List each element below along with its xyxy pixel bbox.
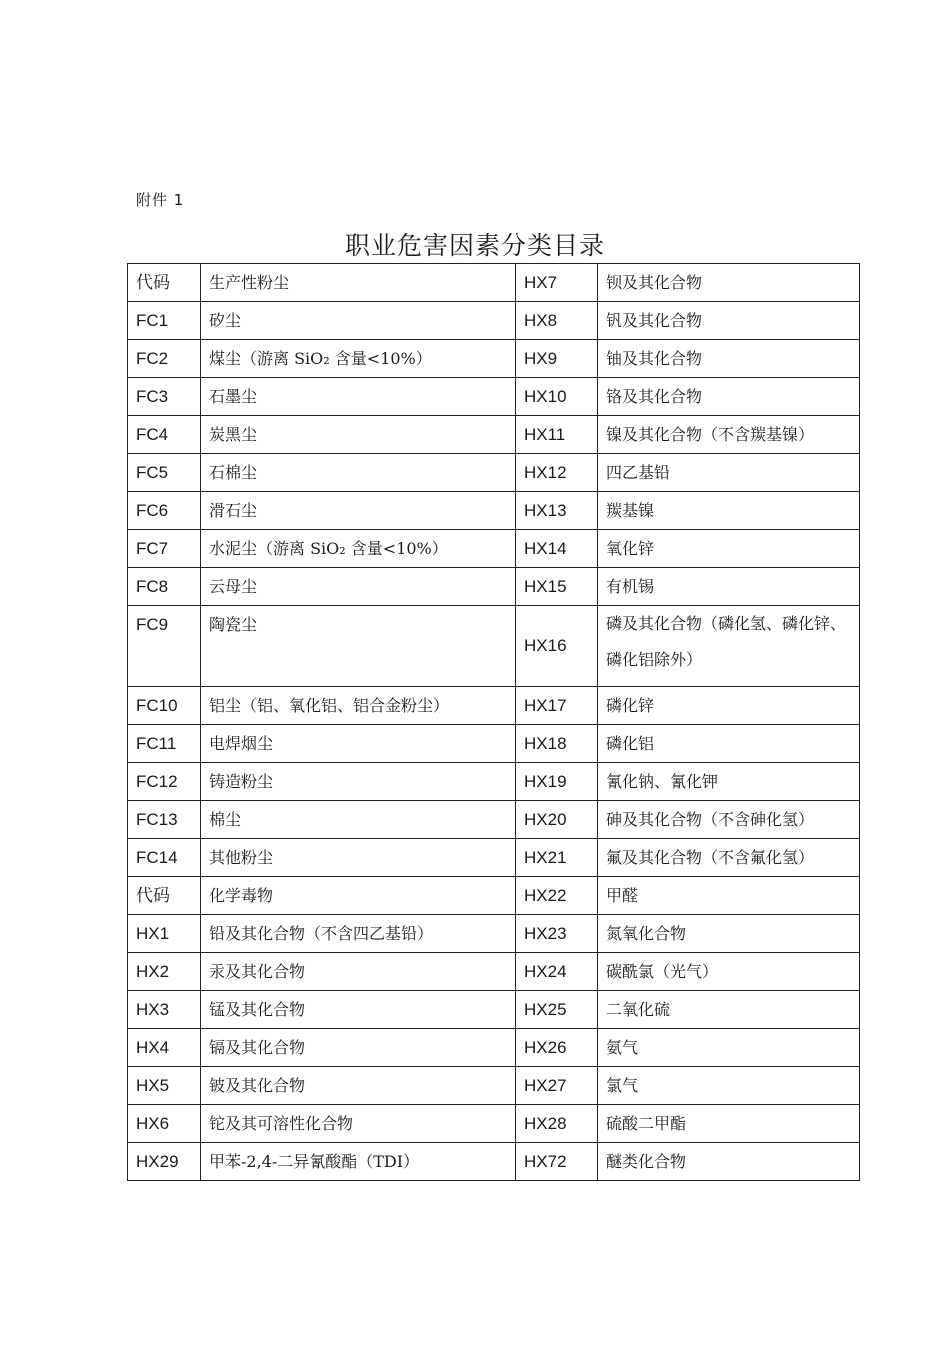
code-cell: HX21 [516,839,598,877]
name-cell: 铊及其可溶性化合物 [201,1105,516,1143]
code-cell: HX16 [516,606,598,687]
name-cell: 石墨尘 [201,378,516,416]
name-cell: 钒及其化合物 [598,302,860,340]
code-cell: HX14 [516,530,598,568]
document-title: 职业危害因素分类目录 [344,231,605,260]
code-cell: HX2 [128,953,201,991]
name-cell: 汞及其化合物 [201,953,516,991]
table-row [128,1143,860,1181]
table-row [128,915,860,953]
code-cell: FC10 [128,687,201,725]
name-cell: 铍及其化合物 [201,1067,516,1105]
table-row [128,454,860,492]
code-cell: HX12 [516,454,598,492]
table-row [128,378,860,416]
table-row [128,416,860,454]
table-row [128,839,860,877]
name-cell: 滑石尘 [201,492,516,530]
code-cell: HX4 [128,1029,201,1067]
code-cell: FC13 [128,801,201,839]
table-row [128,264,860,302]
code-cell: FC6 [128,492,201,530]
code-cell: HX6 [128,1105,201,1143]
name-cell: 其他粉尘 [201,839,516,877]
code-cell: HX9 [516,340,598,378]
name-cell: 砷及其化合物（不含砷化氢） [598,801,860,839]
table-row [128,763,860,801]
code-cell: HX28 [516,1105,598,1143]
table-row [128,953,860,991]
code-cell: FC5 [128,454,201,492]
name-cell: 铬及其化合物 [598,378,860,416]
hazard-table [127,263,860,1181]
table-row [128,606,860,687]
name-cell: 化学毒物 [201,877,516,915]
table-row [128,340,860,378]
name-cell: 石棉尘 [201,454,516,492]
name-cell: 甲醛 [598,877,860,915]
name-cell: 钡及其化合物 [598,264,860,302]
name-cell: 铸造粉尘 [201,763,516,801]
name-cell: 生产性粉尘 [201,264,516,302]
table-row [128,492,860,530]
name-cell: 陶瓷尘 [201,606,516,687]
code-cell: HX15 [516,568,598,606]
table-row [128,1067,860,1105]
table-row [128,877,860,915]
code-cell: FC3 [128,378,201,416]
code-cell: FC4 [128,416,201,454]
code-cell: HX24 [516,953,598,991]
name-cell: 氮氧化合物 [598,915,860,953]
name-cell: 二氧化硫 [598,991,860,1029]
table-row [128,991,860,1029]
code-cell: HX25 [516,991,598,1029]
name-cell: 硫酸二甲酯 [598,1105,860,1143]
name-cell: 镍及其化合物（不含羰基镍） [598,416,860,454]
code-cell: FC1 [128,302,201,340]
name-cell: 醚类化合物 [598,1143,860,1181]
table-row [128,568,860,606]
code-cell: FC2 [128,340,201,378]
code-cell: HX72 [516,1143,598,1181]
name-cell: 氨气 [598,1029,860,1067]
code-cell: FC9 [128,606,201,687]
code-cell: FC7 [128,530,201,568]
name-cell: 镉及其化合物 [201,1029,516,1067]
name-cell: 棉尘 [201,801,516,839]
code-cell: HX20 [516,801,598,839]
code-cell: FC14 [128,839,201,877]
table-row [128,801,860,839]
name-cell: 四乙基铅 [598,454,860,492]
name-cell: 煤尘（游离 SiO₂ 含量<10%） [201,340,516,378]
name-cell: 碳酰氯（光气） [598,953,860,991]
code-cell: HX7 [516,264,598,302]
table-row [128,687,860,725]
name-cell: 氧化锌 [598,530,860,568]
code-cell: HX3 [128,991,201,1029]
name-cell: 铅及其化合物（不含四乙基铅） [201,915,516,953]
table-row [128,302,860,340]
table-row [128,1029,860,1067]
code-cell: HX26 [516,1029,598,1067]
code-cell: HX18 [516,725,598,763]
code-cell: FC8 [128,568,201,606]
name-cell: 有机锡 [598,568,860,606]
code-cell: FC12 [128,763,201,801]
table-row [128,530,860,568]
code-cell: HX8 [516,302,598,340]
name-cell: 磷化铝 [598,725,860,763]
code-cell: HX5 [128,1067,201,1105]
code-cell: 代码 [128,264,201,302]
name-cell: 氟及其化合物（不含氟化氢） [598,839,860,877]
name-cell: 锰及其化合物 [201,991,516,1029]
name-cell: 磷及其化合物（磷化氢、磷化锌、磷化铝除外） [598,606,860,687]
name-cell: 矽尘 [201,302,516,340]
name-cell: 氰化钠、氰化钾 [598,763,860,801]
code-cell: HX27 [516,1067,598,1105]
table-row [128,725,860,763]
name-cell: 羰基镍 [598,492,860,530]
name-cell: 铀及其化合物 [598,340,860,378]
name-cell: 电焊烟尘 [201,725,516,763]
code-cell: FC11 [128,725,201,763]
name-cell: 云母尘 [201,568,516,606]
code-cell: 代码 [128,877,201,915]
code-cell: HX11 [516,416,598,454]
code-cell: HX29 [128,1143,201,1181]
name-cell: 水泥尘（游离 SiO₂ 含量<10%） [201,530,516,568]
code-cell: HX10 [516,378,598,416]
code-cell: HX23 [516,915,598,953]
name-cell: 铝尘（铝、氧化铝、铝合金粉尘） [201,687,516,725]
code-cell: HX13 [516,492,598,530]
name-cell: 炭黑尘 [201,416,516,454]
name-cell: 甲苯-2,4-二异氰酸酯（TDI） [201,1143,516,1181]
code-cell: HX22 [516,877,598,915]
table-row [128,1105,860,1143]
code-cell: HX19 [516,763,598,801]
code-cell: HX1 [128,915,201,953]
code-cell: HX17 [516,687,598,725]
attachment-label: 附件 1 [136,191,185,209]
name-cell: 磷化锌 [598,687,860,725]
name-cell: 氯气 [598,1067,860,1105]
